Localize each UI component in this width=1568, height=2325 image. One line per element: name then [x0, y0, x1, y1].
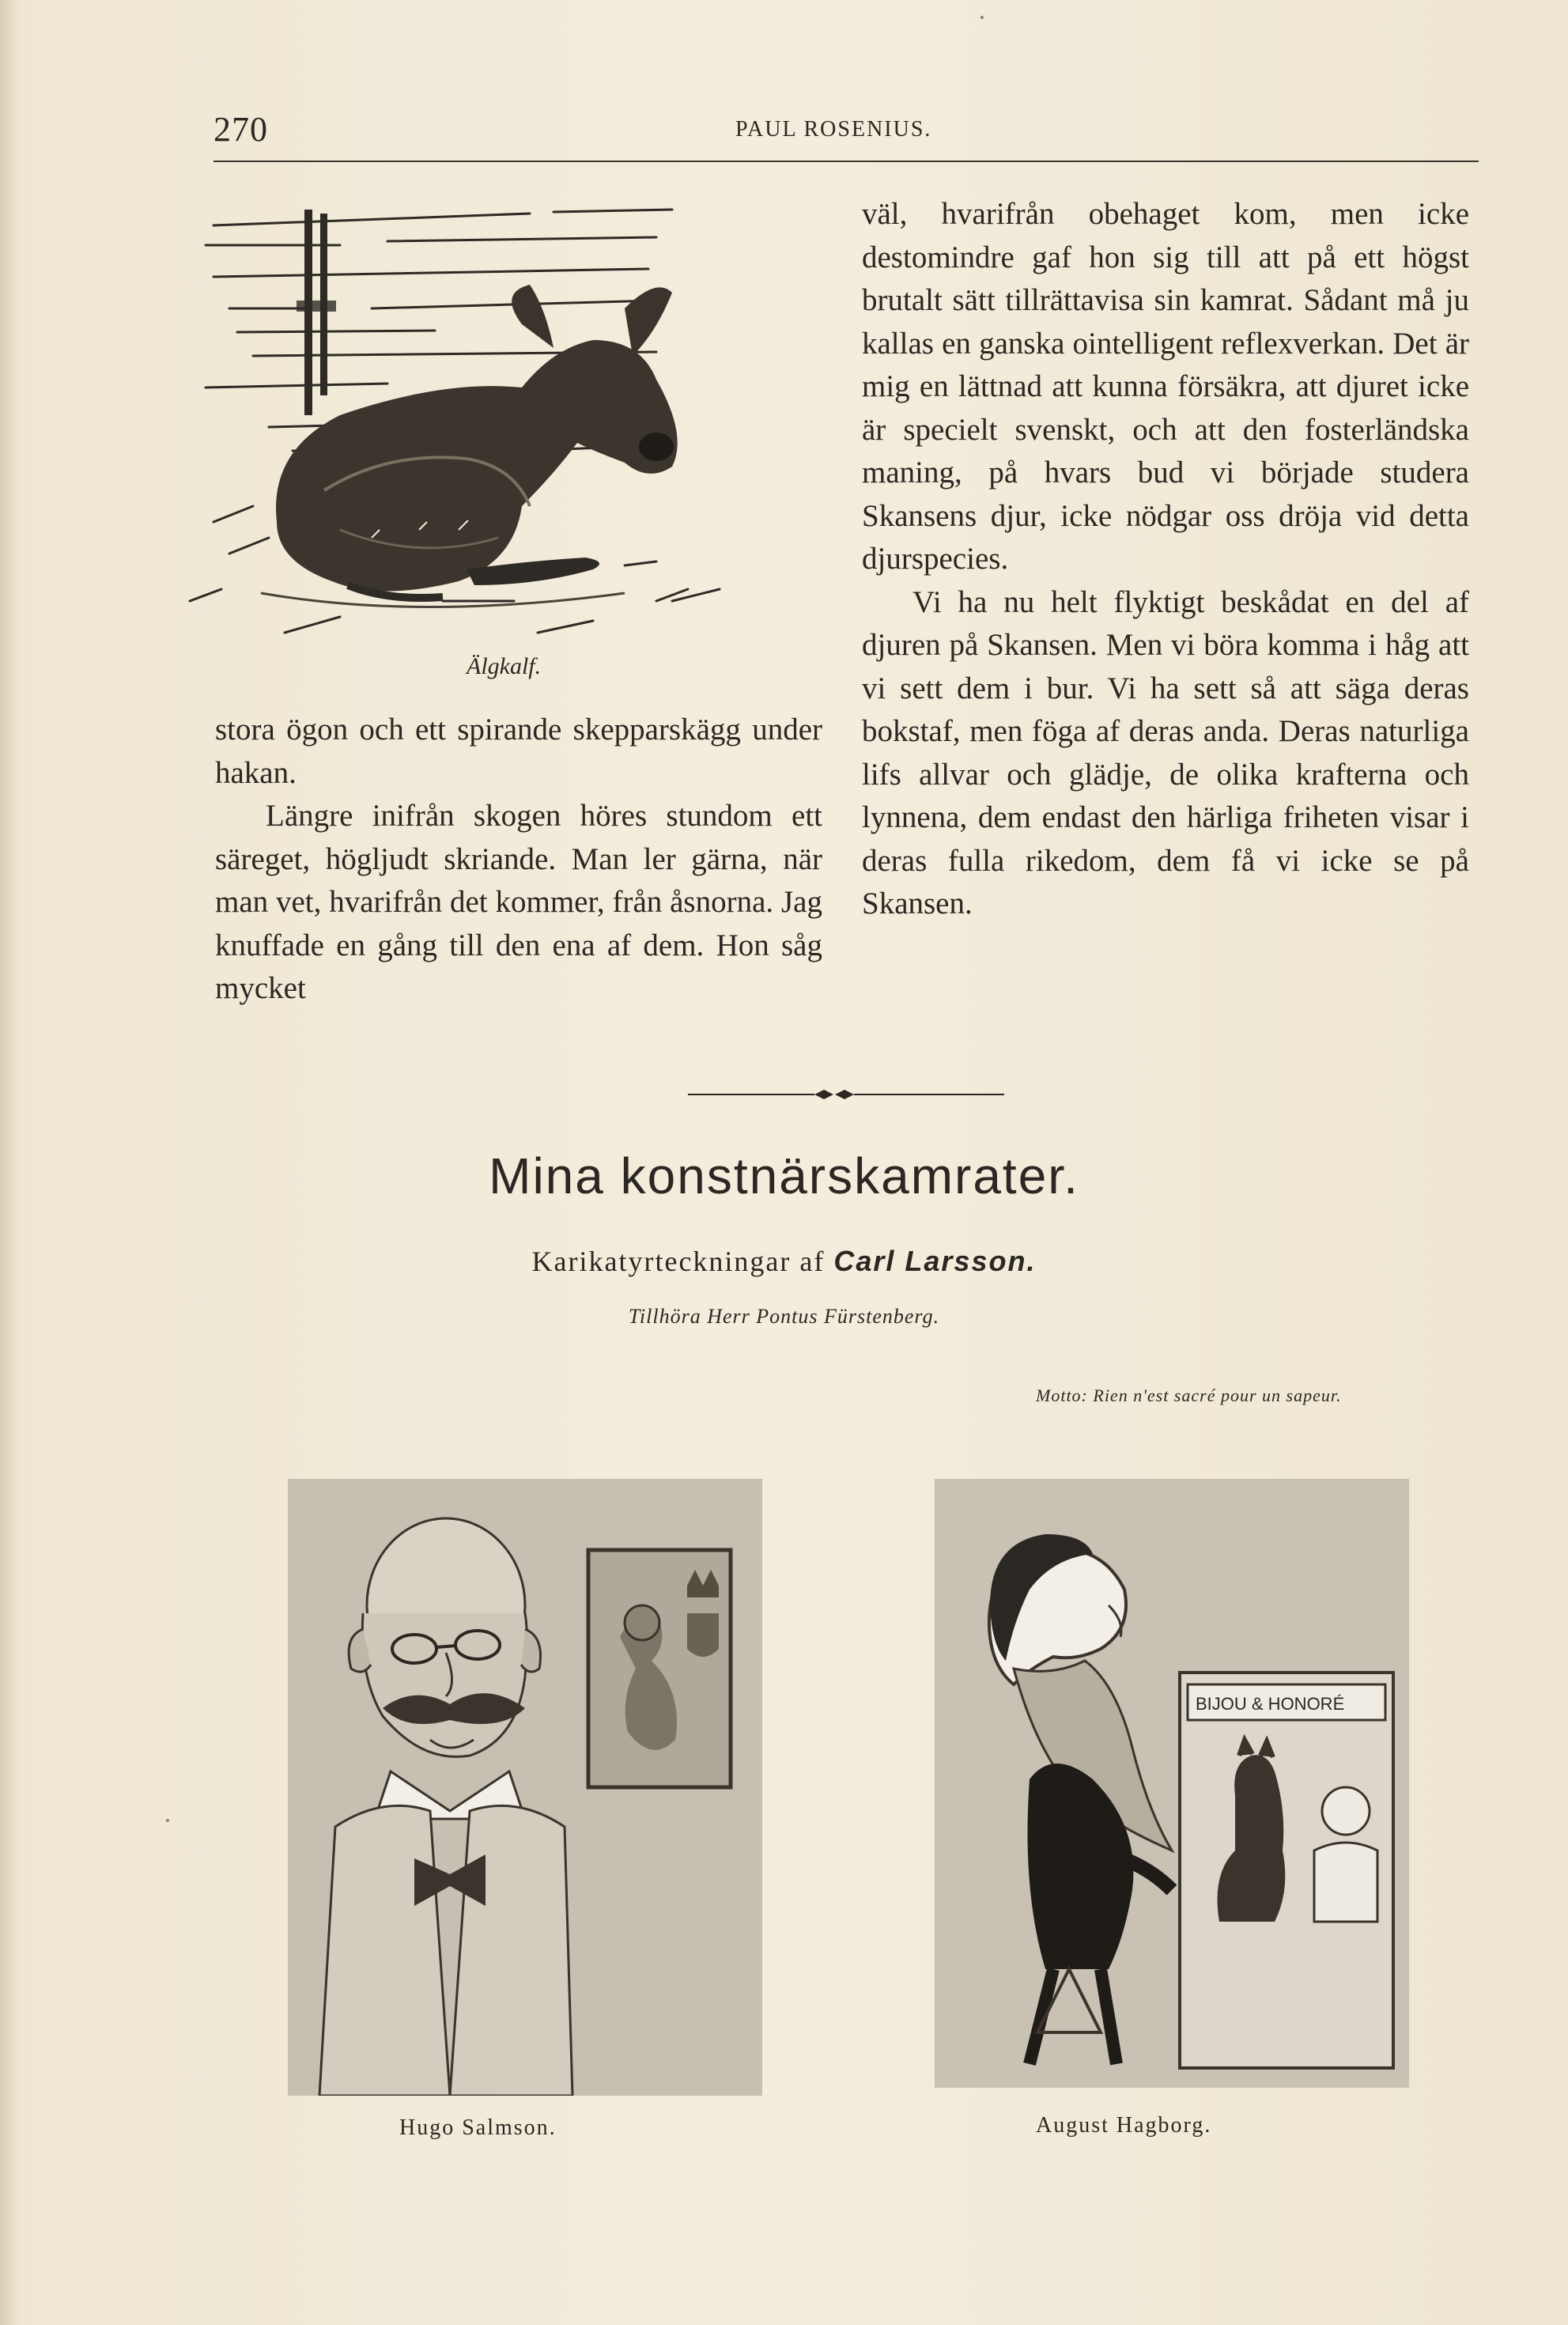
ornament-divider: [688, 1087, 1004, 1102]
paragraph: Vi ha nu helt flyktigt beskådat en del af djuren på Skansen. Men vi böra komma i håg att vi sett dem i bur. Vi ha sett så att säga deras bokstaf, men föga af deras anda. Deras naturliga lifs allvar och glädje, de olika krafterna och lynnena, dem endast den härliga friheten visar i deras fulla rikedom, dem få vi icke se på Skansen.: [862, 584, 1469, 921]
paragraph: väl, hvarifrån obehaget kom, men icke destomindre gaf hon sig till att på ett högst brutalt sätt tillrättavisa sin kamrat. Sådant må ju kallas en ganska ointelligent reflexverkan. Det är mig en lättnad att kunna försäkra, att djuret icke är specielt svenskt, och att den fosterländska maning, på hvars bud vi började studera Skansens djur, icke nödgar oss dröja vid detta djurspecies.: [862, 197, 1469, 576]
paper-speck: [166, 1819, 169, 1822]
portrait-caption: Hugo Salmson.: [399, 2115, 557, 2140]
paper-speck: [980, 16, 984, 19]
running-head: PAUL ROSENIUS.: [735, 117, 932, 142]
motto: Motto: Rien n'est sacré pour un sapeur.: [1036, 1386, 1342, 1405]
illustration-caption: Älgkalf.: [467, 653, 542, 679]
ownership-note: Tillhöra Herr Pontus Fürstenberg.: [628, 1305, 940, 1328]
paragraph: stora ögon och ett spirande skepparskägg under hakan.: [215, 713, 822, 790]
right-column: [862, 193, 1469, 926]
section-title: Mina konstnärskamrater.: [489, 1147, 1079, 1204]
sign-text: BIJOU & HONORÉ: [1196, 1694, 1345, 1714]
subtitle-prefix: Karikatyrteckningar af: [531, 1246, 834, 1277]
left-column: [215, 709, 822, 1011]
page-header: [213, 109, 1479, 157]
portrait-caption: August Hagborg.: [1036, 2113, 1212, 2138]
page-number: 270: [213, 110, 268, 149]
moose-calf-illustration: [182, 190, 822, 680]
caricature-hugo-salmson: [288, 1479, 762, 2096]
section-subtitle: [0, 1245, 1568, 1278]
paragraph: Längre inifrån skogen höres stundom ett säreget, högljudt skriande. Man ler gärna, när man vet, hvarifrån det kommer, från åsnorna. Jag knuffade en gång till den ena af dem. Hon såg mycket: [215, 799, 822, 1005]
header-rule: [213, 161, 1479, 162]
caricature-august-hagborg: [935, 1479, 1409, 2088]
artist-name: Carl Larsson.: [833, 1245, 1037, 1277]
